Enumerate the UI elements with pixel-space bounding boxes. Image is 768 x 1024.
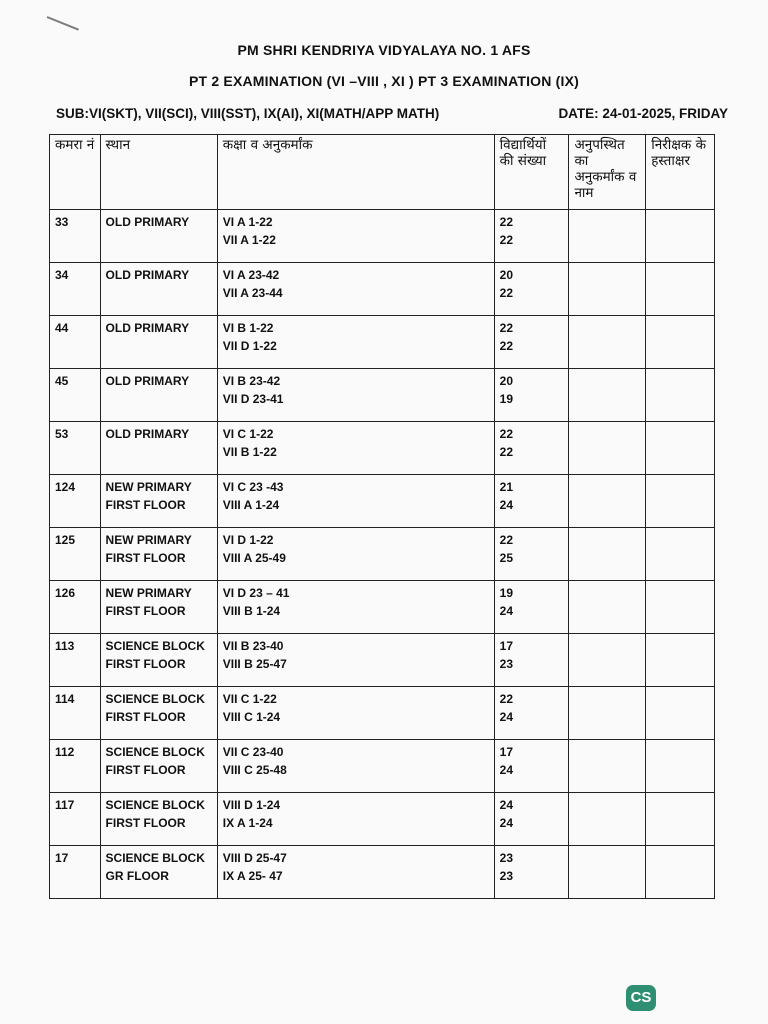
count-cell-line-1: 21 [499, 480, 514, 494]
pen-mark [47, 16, 79, 31]
place-cell-line-2: FIRST FLOOR [105, 498, 186, 512]
room-cell [50, 581, 101, 634]
count-cell [494, 210, 569, 263]
class-roll-cell-line-1: VI B 1-22 [222, 321, 274, 335]
class-roll-cell-line-1: VII C 23-40 [222, 745, 284, 759]
place-cell [100, 369, 217, 422]
count-cell-line-1: 24 [499, 798, 514, 812]
place-cell [100, 422, 217, 475]
count-cell-line-1: 22 [499, 692, 514, 706]
absent-cell[interactable] [569, 793, 646, 846]
absent-cell[interactable] [569, 687, 646, 740]
table-row [50, 793, 715, 846]
class-roll-cell [217, 210, 494, 263]
count-cell-line-2: 25 [499, 551, 514, 565]
class-roll-cell-line-2: IX A 25- 47 [222, 869, 283, 883]
place-cell-line-1: SCIENCE BLOCK [105, 639, 205, 653]
class-roll-cell-line-1: VI D 23 – 41 [222, 586, 290, 600]
class-roll-cell [217, 793, 494, 846]
class-roll-cell-line-2: VIII C 25-48 [222, 763, 287, 777]
table-row [50, 369, 715, 422]
place-cell [100, 210, 217, 263]
place-cell [100, 316, 217, 369]
place-cell [100, 687, 217, 740]
signature-cell[interactable] [646, 740, 715, 793]
place-cell-line-1: SCIENCE BLOCK [105, 692, 205, 706]
class-roll-cell [217, 581, 494, 634]
count-cell-line-1: 22 [499, 215, 514, 229]
signature-cell[interactable] [646, 263, 715, 316]
count-cell-line-1: 20 [499, 374, 514, 388]
class-roll-cell-line-2: VII D 23-41 [222, 392, 284, 406]
class-roll-cell-line-2: IX A 1-24 [222, 816, 273, 830]
place-cell-line-2: FIRST FLOOR [105, 604, 186, 618]
room-cell-line-1: 125 [55, 533, 76, 547]
table-row [50, 210, 715, 263]
room-cell-line-1: 114 [55, 692, 75, 706]
place-cell-line-1: SCIENCE BLOCK [105, 851, 205, 865]
room-cell-line-1: 33 [55, 215, 69, 229]
room-cell-line-1: 124 [55, 480, 76, 494]
table-row [50, 687, 715, 740]
room-cell-line-1: 17 [55, 851, 69, 865]
class-roll-cell-line-1: VI C 23 -43 [222, 480, 284, 494]
place-cell-line-2: FIRST FLOOR [105, 551, 186, 565]
place-cell-line-2: GR FLOOR [105, 869, 169, 883]
count-cell [494, 475, 569, 528]
count-cell-line-1: 17 [499, 639, 514, 653]
place-cell [100, 263, 217, 316]
table-row [50, 422, 715, 475]
place-cell-line-2: FIRST FLOOR [105, 710, 186, 724]
signature-cell[interactable] [646, 316, 715, 369]
count-cell [494, 846, 569, 899]
subject-date-line [56, 106, 728, 121]
room-cell-line-1: 126 [55, 586, 76, 600]
count-cell-line-1: 20 [499, 268, 514, 282]
signature-cell[interactable] [646, 475, 715, 528]
class-roll-cell-line-1: VI D 1-22 [222, 533, 274, 547]
class-roll-cell [217, 369, 494, 422]
signature-cell[interactable] [646, 634, 715, 687]
count-cell-line-1: 19 [499, 586, 514, 600]
class-roll-cell [217, 263, 494, 316]
signature-cell[interactable] [646, 687, 715, 740]
place-cell-line-2: FIRST FLOOR [105, 816, 186, 830]
room-cell-line-1: 44 [55, 321, 69, 335]
class-roll-cell-line-1: VI A 23-42 [222, 268, 280, 282]
room-cell-line-1: 45 [55, 374, 69, 388]
table-row [50, 846, 715, 899]
count-cell-line-2: 24 [499, 816, 514, 830]
count-cell-line-1: 22 [499, 533, 514, 547]
count-cell-line-2: 24 [499, 710, 514, 724]
absent-cell[interactable] [569, 263, 646, 316]
place-cell-line-1: SCIENCE BLOCK [105, 798, 205, 812]
count-cell [494, 422, 569, 475]
class-roll-cell-line-1: VI B 23-42 [222, 374, 281, 388]
room-cell [50, 846, 101, 899]
place-cell-line-1: NEW PRIMARY [105, 586, 192, 600]
class-roll-cell-line-2: VII A 1-22 [222, 233, 276, 247]
count-cell [494, 687, 569, 740]
count-cell [494, 793, 569, 846]
class-roll-cell [217, 687, 494, 740]
absent-cell[interactable] [569, 528, 646, 581]
class-roll-cell [217, 316, 494, 369]
absent-cell[interactable] [569, 422, 646, 475]
header-absent: अनुपस्थित का अनुकर्मांक व नाम [569, 135, 646, 210]
room-cell-line-1: 112 [55, 745, 75, 759]
signature-cell[interactable] [646, 793, 715, 846]
class-roll-cell-line-2: VIII B 1-24 [222, 604, 281, 618]
class-roll-cell-line-2: VII A 23-44 [222, 286, 283, 300]
room-cell [50, 422, 101, 475]
signature-cell[interactable] [646, 528, 715, 581]
table-row [50, 740, 715, 793]
room-cell [50, 210, 101, 263]
class-roll-cell [217, 740, 494, 793]
room-cell [50, 263, 101, 316]
place-cell [100, 846, 217, 899]
class-roll-cell-line-1: VIII D 25-47 [222, 851, 287, 865]
school-name: PM SHRI KENDRIYA VIDYALAYA NO. 1 AFS [237, 42, 531, 58]
count-cell-line-2: 23 [499, 657, 514, 671]
room-cell [50, 793, 101, 846]
count-cell [494, 316, 569, 369]
table-row [50, 263, 715, 316]
absent-cell[interactable] [569, 369, 646, 422]
absent-cell[interactable] [569, 581, 646, 634]
count-cell [494, 528, 569, 581]
place-cell-line-1: NEW PRIMARY [105, 480, 192, 494]
count-cell-line-2: 22 [499, 233, 514, 247]
place-cell [100, 634, 217, 687]
header-place: स्थान [100, 135, 217, 210]
count-cell-line-2: 24 [499, 763, 514, 777]
signature-cell[interactable] [646, 210, 715, 263]
camscanner-logo: CS [626, 985, 656, 1011]
room-cell-line-1: 113 [55, 639, 75, 653]
count-cell-line-1: 23 [499, 851, 514, 865]
class-roll-cell-line-1: VI A 1-22 [222, 215, 273, 229]
room-cell [50, 528, 101, 581]
count-cell [494, 263, 569, 316]
class-roll-cell-line-2: VIII B 25-47 [222, 657, 287, 671]
table-header-row [50, 135, 715, 210]
room-cell [50, 634, 101, 687]
absent-cell[interactable] [569, 316, 646, 369]
place-cell-line-1: OLD PRIMARY [105, 427, 190, 441]
class-roll-cell-line-1: VIII D 1-24 [222, 798, 281, 812]
table-row [50, 316, 715, 369]
header-student-count: विद्यार्थियों की संख्या [494, 135, 569, 210]
count-cell-line-2: 22 [499, 339, 514, 353]
date-text: DATE: 24-01-2025, FRIDAY [558, 106, 728, 121]
signature-cell[interactable] [646, 369, 715, 422]
class-roll-cell-line-2: VIII A 1-24 [222, 498, 280, 512]
place-cell-line-2: FIRST FLOOR [105, 657, 186, 671]
table-row [50, 528, 715, 581]
table-row [50, 634, 715, 687]
subjects-text: SUB:VI(SKT), VII(SCI), VIII(SST), IX(AI), XI(MATH/APP MATH) [56, 106, 440, 121]
class-roll-cell-line-2: VIII C 1-24 [222, 710, 281, 724]
room-cell-line-1: 53 [55, 427, 69, 441]
place-cell-line-1: OLD PRIMARY [105, 268, 190, 282]
place-cell-line-1: OLD PRIMARY [105, 374, 190, 388]
place-cell [100, 793, 217, 846]
signature-cell[interactable] [646, 581, 715, 634]
header-invigilator-sign: निरीक्षक के हस्ताक्षर [646, 135, 715, 210]
count-cell [494, 740, 569, 793]
table-row [50, 475, 715, 528]
exam-title: PT 2 EXAMINATION (VI –VIII , XI ) PT 3 EXAMINATION (IX) [188, 73, 580, 89]
room-cell [50, 740, 101, 793]
count-cell-line-2: 23 [499, 869, 514, 883]
count-cell [494, 581, 569, 634]
room-cell [50, 369, 101, 422]
place-cell-line-1: OLD PRIMARY [105, 321, 190, 335]
absent-cell[interactable] [569, 475, 646, 528]
signature-cell[interactable] [646, 846, 715, 899]
table-body [50, 210, 715, 899]
place-cell-line-2: FIRST FLOOR [105, 763, 186, 777]
place-cell-line-1: SCIENCE BLOCK [105, 745, 205, 759]
absent-cell[interactable] [569, 740, 646, 793]
class-roll-cell-line-1: VII C 1-22 [222, 692, 277, 706]
absent-cell[interactable] [569, 210, 646, 263]
room-cell-line-1: 34 [55, 268, 69, 282]
room-cell [50, 316, 101, 369]
room-cell [50, 475, 101, 528]
count-cell [494, 369, 569, 422]
class-roll-cell [217, 528, 494, 581]
class-roll-cell-line-1: VII B 23-40 [222, 639, 284, 653]
count-cell-line-1: 17 [499, 745, 514, 759]
count-cell [494, 634, 569, 687]
class-roll-cell [217, 475, 494, 528]
count-cell-line-2: 24 [499, 498, 514, 512]
absent-cell[interactable] [569, 846, 646, 899]
class-roll-cell [217, 634, 494, 687]
place-cell [100, 740, 217, 793]
class-roll-cell-line-2: VIII A 25-49 [222, 551, 286, 565]
room-cell-line-1: 117 [55, 798, 75, 812]
place-cell [100, 528, 217, 581]
signature-cell[interactable] [646, 422, 715, 475]
place-cell [100, 581, 217, 634]
seating-table [49, 134, 715, 899]
class-roll-cell-line-2: VII D 1-22 [222, 339, 277, 353]
class-roll-cell [217, 422, 494, 475]
header-room: कमरा नं [50, 135, 101, 210]
table-row [50, 581, 715, 634]
place-cell-line-1: NEW PRIMARY [105, 533, 192, 547]
count-cell-line-2: 24 [499, 604, 514, 618]
count-cell-line-2: 19 [499, 392, 514, 406]
class-roll-cell-line-1: VI C 1-22 [222, 427, 274, 441]
room-cell [50, 687, 101, 740]
count-cell-line-2: 22 [499, 445, 514, 459]
count-cell-line-1: 22 [499, 321, 514, 335]
place-cell [100, 475, 217, 528]
class-roll-cell-line-2: VII B 1-22 [222, 445, 277, 459]
count-cell-line-2: 22 [499, 286, 514, 300]
header-class-roll: कक्षा व अनुकर्मांक [217, 135, 494, 210]
place-cell-line-1: OLD PRIMARY [105, 215, 190, 229]
count-cell-line-1: 22 [499, 427, 514, 441]
class-roll-cell [217, 846, 494, 899]
absent-cell[interactable] [569, 634, 646, 687]
